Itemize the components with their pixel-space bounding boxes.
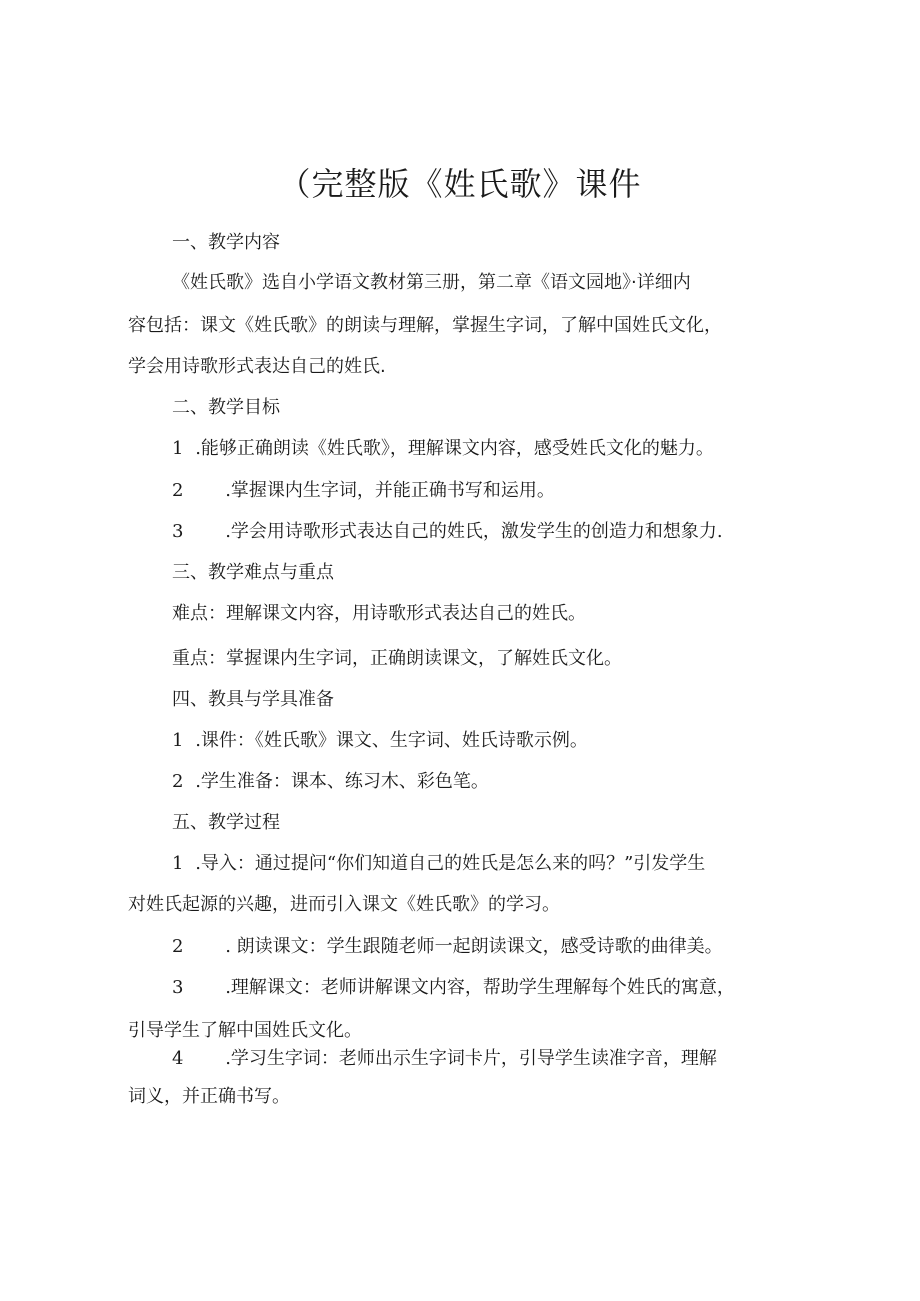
list-item [172,933,723,961]
list-item [172,477,555,505]
list-item [172,435,714,463]
list-item-text: .学生准备：课本、练习木、彩色笔。 [195,771,489,792]
paragraph-line: 容包括：课文《姓氏歌》的朗读与理解，掌握生字词，了解中国姓氏文化， [128,315,722,336]
list-item-number: 4 [172,1048,184,1069]
list-item-text: .导入：通过提问“你们知道自己的姓氏是怎么来的吗？”引发学生 [195,853,706,874]
document-title: （完整版《姓氏歌》课件 [278,165,642,203]
paragraph-line: 重点：掌握课内生字词，正确朗读课文，了解姓氏文化。 [172,648,622,669]
list-item-continuation: 词义，并正确书写。 [128,1086,290,1107]
list-item-number: 3 [172,521,184,542]
list-item-number: 3 [172,977,184,998]
paragraph-line: 难点：理解课文内容，用诗歌形式表达自己的姓氏。 [172,603,586,624]
list-item-continuation: 引导学生了解中国姓氏文化。 [128,1020,362,1041]
list-item-number: 1 [172,730,184,751]
list-item [172,974,735,1002]
list-item-text: .课件：《姓氏歌》课文、生字词、姓氏诗歌示例。 [195,730,588,751]
list-item [172,727,588,755]
list-item-number: 1 [172,853,184,874]
section-heading-2: 二、教学目标 [172,397,280,418]
list-item [172,768,489,796]
list-item-continuation: 对姓氏起源的兴趣，进而引入课文《姓氏歌》的学习。 [128,894,560,915]
list-item [172,850,705,878]
section-heading-4: 四、教具与学具准备 [172,689,334,710]
section-heading-3: 三、教学难点与重点 [172,562,334,583]
list-item-number: 2 [172,771,184,792]
list-item-number: 2 [172,936,184,957]
list-item-text: . 朗读课文：学生跟随老师一起朗读课文，感受诗歌的曲律美。 [225,936,723,957]
list-item-text: .理解课文：老师讲解课文内容，帮助学生理解每个姓氏的寓意， [225,977,735,998]
list-item-text: .学习生字词：老师出示生字词卡片，引导学生读准字音，理解 [225,1048,717,1069]
paragraph-line: 学会用诗歌形式表达自己的姓氏. [128,356,386,377]
list-item-text: .学会用诗歌形式表达自己的姓氏，激发学生的创造力和想象力. [225,521,723,542]
list-item [172,1045,717,1073]
section-heading-1: 一、教学内容 [172,232,280,253]
list-item-number: 2 [172,480,184,501]
list-item-text: .能够正确朗读《姓氏歌》，理解课文内容，感受姓氏文化的魅力。 [195,438,714,459]
list-item-text: .掌握课内生字词，并能正确书写和运用。 [225,480,555,501]
list-item [172,518,723,546]
paragraph-line: 《姓氏歌》选自小学语文教材第三册，第二章《语文园地》·详细内 [172,272,691,293]
section-heading-5: 五、教学过程 [172,812,280,833]
list-item-number: 1 [172,438,184,459]
